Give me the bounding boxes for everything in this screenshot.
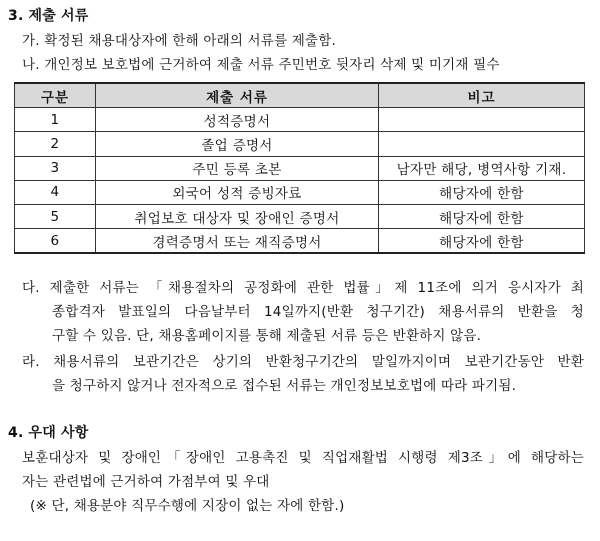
header-remarks: 비고 (379, 83, 585, 108)
table-row (15, 132, 585, 156)
row-remark: 해당자에 한함 (379, 229, 585, 254)
preference-line-1: 보훈대상자 및 장애인「장애인 고용촉진 및 직업재활법 시행령 제3조」에 해당하는 (22, 450, 584, 466)
row-number: 3 (15, 156, 96, 180)
row-document: 졸업 증명서 (96, 132, 379, 156)
row-document: 외국어 성적 증빙자료 (96, 180, 379, 204)
table-header-row (15, 83, 585, 108)
table-row (15, 229, 585, 254)
row-remark (379, 108, 585, 132)
table-row (15, 180, 585, 204)
section-4-heading: 4. 우대 사항 (8, 425, 89, 441)
row-number: 6 (15, 229, 96, 254)
preference-line-2: 자는 관련법에 근거하여 가점부여 및 우대 (22, 474, 270, 490)
table-row (15, 204, 585, 228)
item-da-line-1: 다. 제출한 서류는 「채용절차의 공정화에 관한 법률」제 11조에 의거 응시자가 최 (22, 280, 584, 296)
row-remark: 남자만 해당, 병역사항 기재. (379, 156, 585, 180)
section-3-heading: 3. 제출 서류 (8, 8, 89, 24)
documents-table (14, 82, 585, 254)
header-documents: 제출 서류 (96, 83, 379, 108)
item-ga: 가. 확정된 채용대상자에 한해 아래의 서류를 제출함. (22, 33, 336, 49)
row-remark: 해당자에 한함 (379, 204, 585, 228)
row-number: 1 (15, 108, 96, 132)
row-number: 2 (15, 132, 96, 156)
item-ra-line-2: 을 청구하지 않거나 전자적으로 접수된 서류는 개인정보보호법에 따라 파기됨. (52, 378, 517, 394)
row-document: 취업보호 대상자 및 장애인 증명서 (96, 204, 379, 228)
row-number: 4 (15, 180, 96, 204)
row-document: 성적증명서 (96, 108, 379, 132)
item-ra-line-1: 라. 채용서류의 보관기간은 상기의 반환청구기간의 말일까지이며 보관기간동안 반환 (22, 354, 584, 370)
item-na: 나. 개인정보 보호법에 근거하여 제출 서류 주민번호 뒷자리 삭제 및 미기재 필수 (22, 57, 500, 73)
table-row (15, 108, 585, 132)
row-number: 5 (15, 204, 96, 228)
header-category: 구분 (15, 83, 96, 108)
item-da-line-3: 구할 수 있음. 단, 채용홈페이지를 통해 제출된 서류 등은 반환하지 않음. (52, 328, 482, 344)
preference-note: (※ 단, 채용분야 직무수행에 지장이 없는 자에 한함.) (30, 498, 345, 514)
item-da-line-2: 종합격자 발표일의 다음날부터 14일까지(반환 청구기간) 채용서류의 반환을 청 (52, 304, 584, 320)
table-row (15, 156, 585, 180)
row-document: 주민 등록 초본 (96, 156, 379, 180)
row-document: 경력증명서 또는 재직증명서 (96, 229, 379, 254)
row-remark (379, 132, 585, 156)
row-remark: 해당자에 한함 (379, 180, 585, 204)
